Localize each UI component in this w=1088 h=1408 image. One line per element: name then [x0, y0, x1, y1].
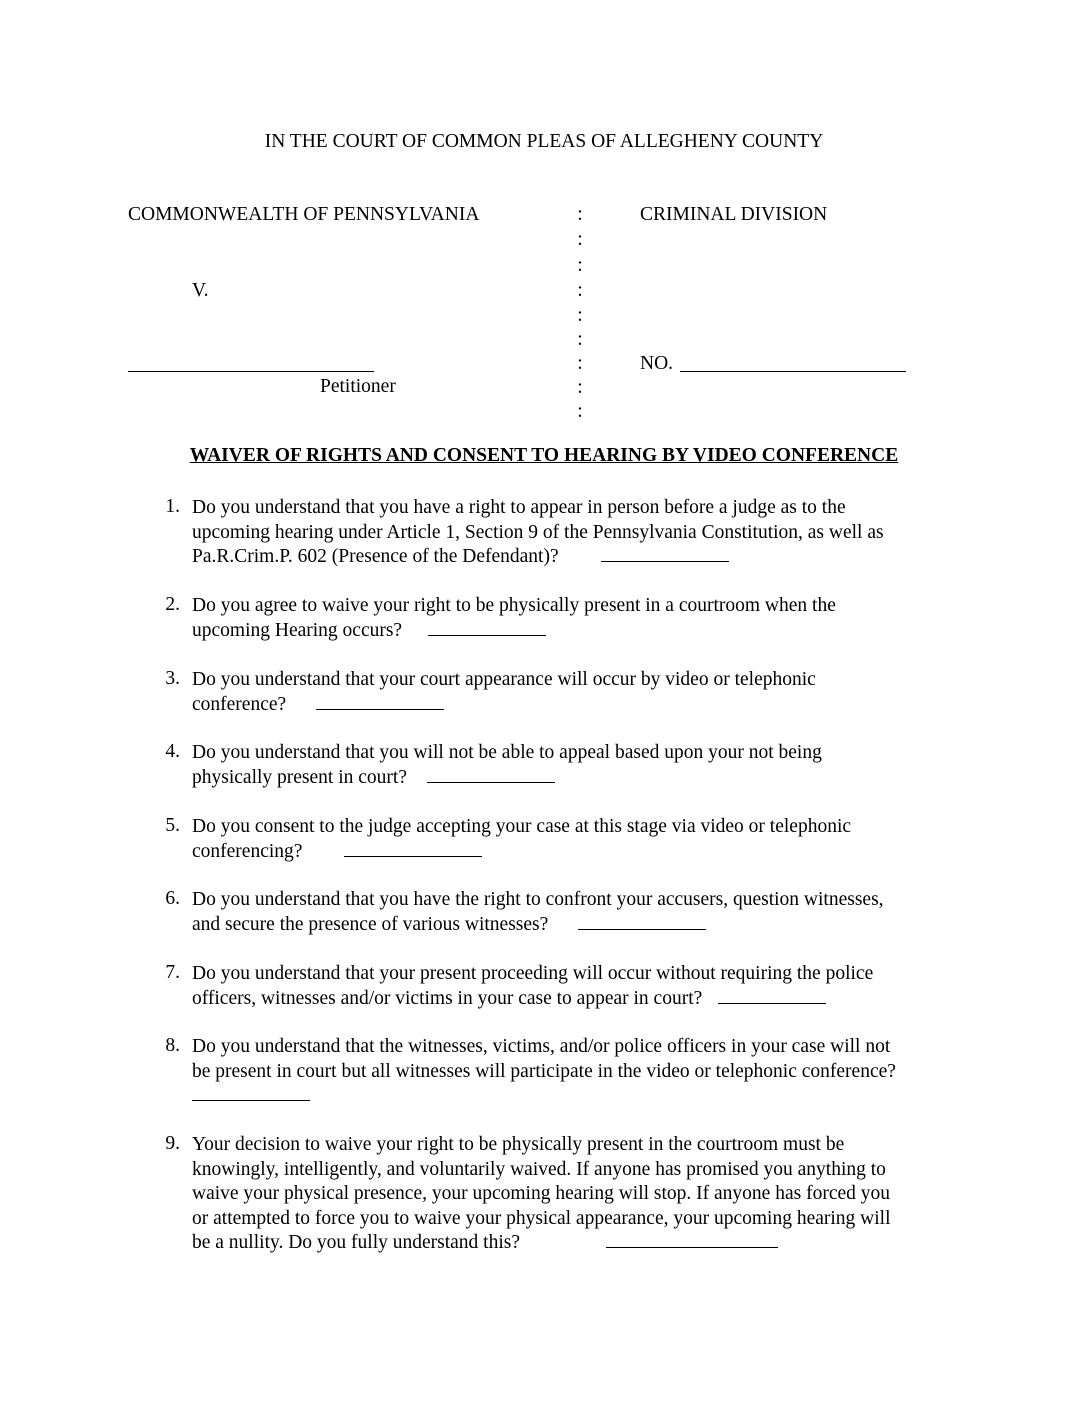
question-number: 6.	[165, 888, 180, 909]
question-line: physically present in court?	[192, 766, 407, 788]
answer-blank[interactable]	[606, 1247, 778, 1248]
question-number: 4.	[165, 741, 180, 762]
question-line: and secure the presence of various witnesses?	[192, 913, 549, 935]
question-number: 9.	[165, 1133, 180, 1154]
separator-colon: :	[577, 329, 583, 350]
separator-colon: :	[577, 204, 583, 225]
question-line: waive your physical presence, your upcoming hearing will stop. If anyone has forced you	[192, 1183, 891, 1205]
question-line: conference?	[192, 693, 287, 715]
question-text	[192, 1133, 982, 1256]
question-text	[192, 496, 982, 570]
question-text	[192, 815, 982, 864]
question-number: 5.	[165, 815, 180, 836]
question-line: knowingly, intelligently, and voluntarily waived. If anyone has promised you anything to	[192, 1158, 886, 1180]
answer-blank[interactable]	[192, 1100, 310, 1101]
question-line: Do you understand that your court appearance will occur by video or telephonic	[192, 669, 816, 690]
answer-blank[interactable]	[718, 1003, 826, 1004]
division-label: CRIMINAL DIVISION	[640, 204, 828, 225]
separator-colon: :	[577, 353, 583, 374]
question-line: Your decision to waive your right to be physically present in the courtroom must be	[192, 1134, 845, 1155]
question-text	[192, 962, 982, 1011]
question-line: Pa.R.Crim.P. 602 (Presence of the Defendant)?	[192, 546, 559, 568]
question-number: 8.	[165, 1035, 180, 1056]
separator-colon: :	[577, 229, 583, 250]
answer-blank[interactable]	[344, 856, 482, 857]
question-number: 2.	[165, 594, 180, 615]
answer-blank[interactable]	[578, 929, 706, 930]
question-line: Do you consent to the judge accepting your case at this stage via video or telephonic	[192, 816, 852, 837]
question-line: upcoming hearing under Article 1, Section 9 of the Pennsylvania Constitution, as well as	[192, 521, 884, 543]
question-text	[192, 594, 982, 643]
answer-blank[interactable]	[601, 561, 729, 562]
separator-colon: :	[577, 401, 583, 422]
answer-blank[interactable]	[428, 635, 546, 636]
court-title: IN THE COURT OF COMMON PLEAS OF ALLEGHENY COUNTY	[264, 131, 824, 152]
question-line: be present in court but all witnesses will participate in the video or telephonic conference?	[192, 1060, 896, 1082]
answer-blank[interactable]	[316, 709, 444, 710]
question-line: Do you understand that your present proceeding will occur without requiring the police	[192, 963, 874, 984]
question-text	[192, 668, 982, 717]
petitioner-label: Petitioner	[320, 376, 396, 397]
question-number: 3.	[165, 668, 180, 689]
question-line: or attempted to force you to waive your physical appearance, your upcoming hearing will	[192, 1207, 891, 1229]
question-number: 1.	[165, 496, 180, 517]
separator-colon: :	[577, 305, 583, 326]
answer-blank[interactable]	[427, 782, 555, 783]
separator-colon: :	[577, 255, 583, 276]
separator-colon: :	[577, 280, 583, 301]
question-line: upcoming Hearing occurs?	[192, 619, 403, 641]
case-number-label: NO.	[640, 353, 674, 374]
question-line: Do you understand that you will not be able to appeal based upon your not being	[192, 742, 822, 763]
question-text	[192, 1035, 982, 1109]
question-line: Do you understand that the witnesses, victims, and/or police officers in your case will not	[192, 1036, 891, 1057]
case-number-line[interactable]	[680, 371, 906, 372]
form-heading: WAIVER OF RIGHTS AND CONSENT TO HEARING BY VIDEO CONFERENCE	[189, 445, 899, 466]
question-text	[192, 888, 982, 937]
petitioner-name-line[interactable]	[128, 371, 374, 372]
question-number: 7.	[165, 962, 180, 983]
question-line: Do you agree to waive your right to be physically present in a courtroom when the	[192, 595, 836, 616]
plaintiff-name: COMMONWEALTH OF PENNSYLVANIA	[128, 204, 480, 225]
question-line: Do you understand that you have the right to confront your accusers, question witnesses,	[192, 889, 884, 910]
versus-label: V.	[192, 280, 209, 301]
question-line: officers, witnesses and/or victims in your case to appear in court?	[192, 987, 703, 1009]
question-line: conferencing?	[192, 840, 303, 862]
separator-colon: :	[577, 377, 583, 398]
question-text	[192, 741, 982, 790]
question-line: Do you understand that you have a right to appear in person before a judge as to the	[192, 497, 846, 518]
question-line: be a nullity. Do you fully understand this?	[192, 1232, 521, 1254]
